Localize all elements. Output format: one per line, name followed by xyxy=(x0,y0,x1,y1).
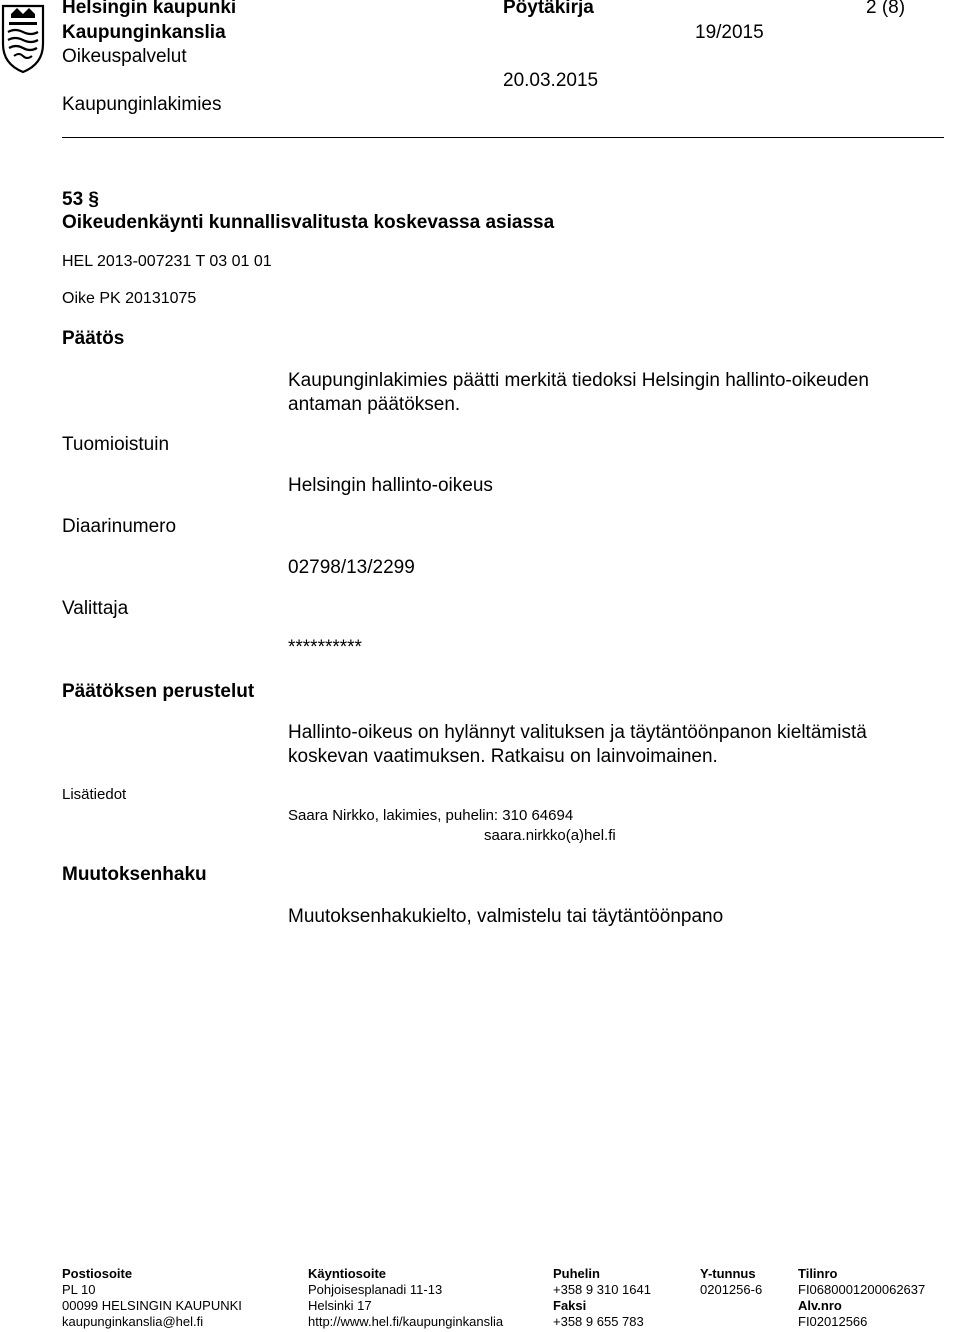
label-decision: Päätös xyxy=(62,328,125,349)
header-role: Kaupunginlakimies xyxy=(62,94,222,115)
section-symbol: § xyxy=(88,189,99,210)
item-ref-hel: HEL 2013-007231 T 03 01 01 xyxy=(62,253,272,270)
header-doc-type: Pöytäkirja xyxy=(503,0,594,18)
label-reasons: Päätöksen perustelut xyxy=(62,681,255,702)
footer-business-id-value: 0201256-6 xyxy=(700,1282,763,1297)
footer-business-id-label: Y-tunnus xyxy=(700,1266,756,1281)
item-ref-oike: Oike PK 20131075 xyxy=(62,290,197,307)
header-doc-number: 19/2015 xyxy=(695,22,764,43)
footer-postal-line: PL 10 xyxy=(62,1282,96,1297)
item-number xyxy=(62,189,99,211)
label-diary-number: Diaarinumero xyxy=(62,516,177,537)
reasons-text-line1: Hallinto-oikeus on hylännyt valituksen ja täytäntöönpanon kieltämistä xyxy=(288,722,867,743)
header-page-number: 2 (8) xyxy=(866,0,906,18)
footer-phone xyxy=(553,1266,651,1330)
reasons-text-line2: koskevan vaatimuksen. Ratkaisu on lainvoimainen. xyxy=(288,746,718,767)
footer-visiting xyxy=(308,1266,503,1330)
header-dept: Kaupunginkanslia xyxy=(62,22,226,43)
footer-phone-label: Puhelin xyxy=(553,1266,600,1281)
helsinki-crest-logo xyxy=(0,0,46,76)
footer-postal-label: Postiosoite xyxy=(62,1266,133,1281)
footer-fax-value: +358 9 655 783 xyxy=(553,1314,644,1329)
appeal-value: Muutoksenhakukielto, valmistelu tai täytäntöönpano xyxy=(288,906,724,927)
header-date: 20.03.2015 xyxy=(503,70,599,91)
footer-account xyxy=(798,1266,925,1330)
header-unit: Oikeuspalvelut xyxy=(62,46,187,67)
footer-visiting-line: Pohjoisesplanadi 11-13 xyxy=(308,1282,443,1297)
decision-text-line1: Kaupunginlakimies päätti merkitä tiedoksi Helsingin hallinto-oikeuden xyxy=(288,370,869,391)
footer-fax-label: Faksi xyxy=(553,1298,587,1313)
court-value: Helsingin hallinto-oikeus xyxy=(288,475,493,496)
footer-visiting-line: Helsinki 17 xyxy=(308,1298,372,1313)
item-title: Oikeudenkäynti kunnallisvalitusta koskevassa asiassa xyxy=(62,212,555,233)
footer-account-label: Tilinro xyxy=(798,1266,838,1281)
diary-number-value: 02798/13/2299 xyxy=(288,557,415,578)
footer-phone-value: +358 9 310 1641 xyxy=(553,1282,651,1297)
appellant-value: ********** xyxy=(288,637,362,658)
label-more-info: Lisätiedot xyxy=(62,786,127,803)
footer-vat-label: Alv.nro xyxy=(798,1298,842,1313)
contact-person: Saara Nirkko, lakimies, puhelin: 310 64694 xyxy=(288,807,574,824)
decision-text-line2: antaman päätöksen. xyxy=(288,394,461,415)
footer-business-id xyxy=(700,1266,762,1298)
footer-website-link[interactable]: http://www.hel.fi/kaupunginkanslia xyxy=(308,1314,504,1329)
footer-visiting-label: Käyntiosoite xyxy=(308,1266,387,1281)
label-appellant: Valittaja xyxy=(62,598,129,619)
contact-email: saara.nirkko(a)hel.fi xyxy=(484,827,616,844)
header-org: Helsingin kaupunki xyxy=(62,0,237,18)
footer-vat-value: FI02012566 xyxy=(798,1314,868,1329)
header-divider xyxy=(62,137,944,138)
footer-account-value: FI0680001200062637 xyxy=(798,1282,926,1297)
footer-postal-line: 00099 HELSINGIN KAUPUNKI xyxy=(62,1298,242,1313)
footer-postal xyxy=(62,1266,242,1330)
item-number-value: 53 xyxy=(62,189,84,210)
label-appeal: Muutoksenhaku xyxy=(62,864,207,885)
footer-postal-email[interactable]: kaupunginkanslia@hel.fi xyxy=(62,1314,204,1329)
label-court: Tuomioistuin xyxy=(62,434,170,455)
